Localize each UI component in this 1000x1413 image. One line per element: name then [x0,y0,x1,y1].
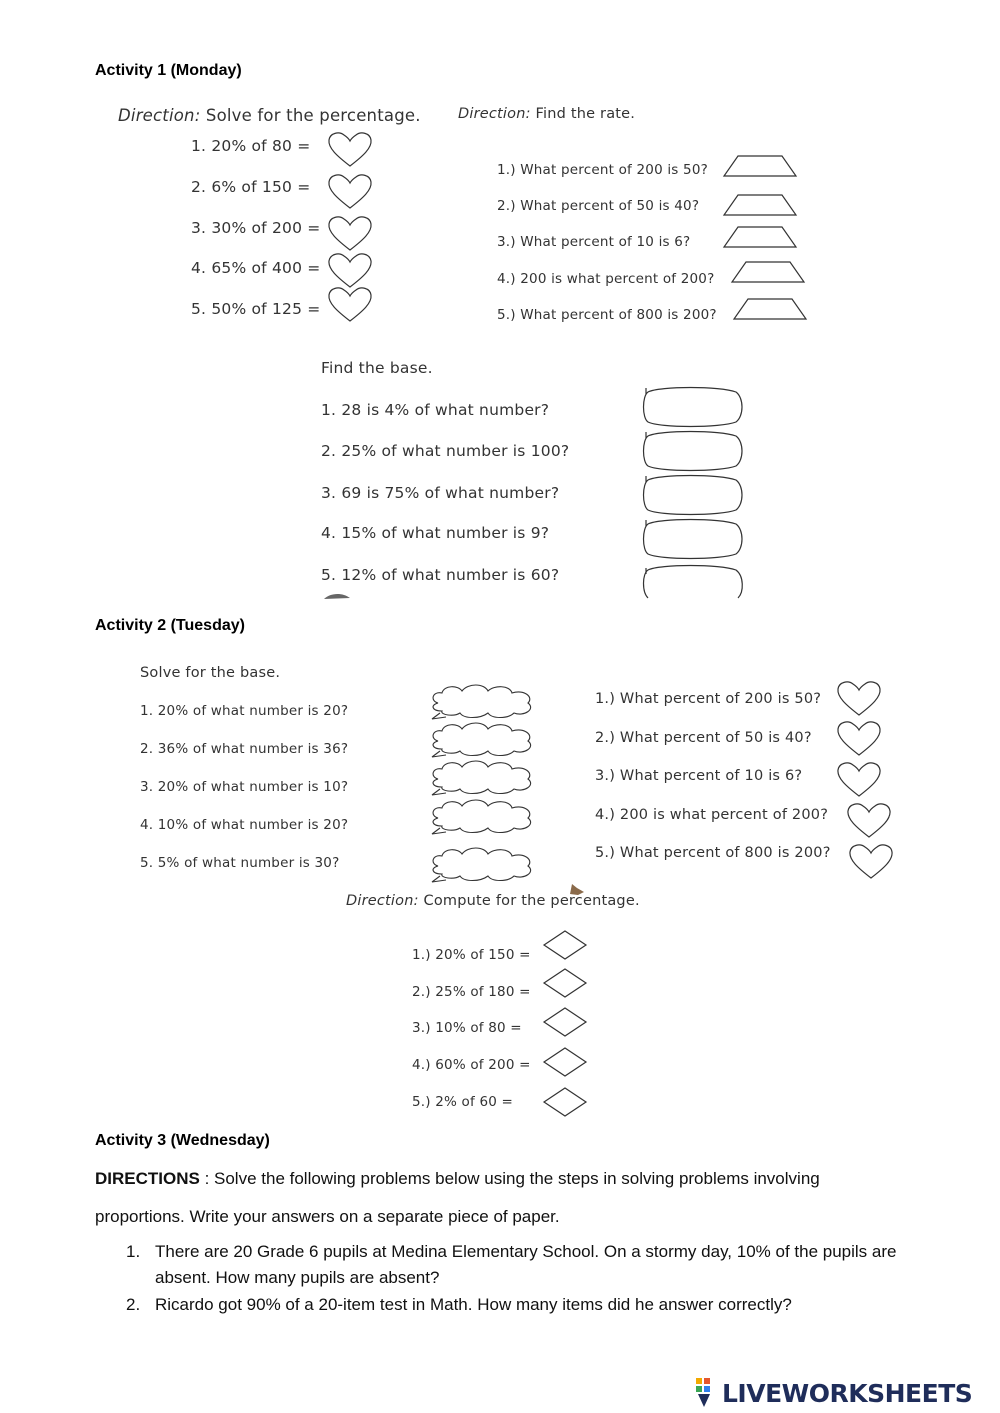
a2-rate-item-5: 5.) What percent of 800 is 200? [595,845,831,861]
trapezoid-answer-box-a1-1[interactable] [722,155,798,177]
a1-base-heading: Find the base. [321,359,433,377]
a1-rate-direction [458,106,635,122]
direction-text: Find the rate. [530,106,636,122]
heart-answer-box-a2-1[interactable] [836,679,882,717]
a1-base-item-2: 2. 25% of what number is 100? [321,442,570,460]
a3-problem-1-line2: absent. How many pupils are absent? [155,1268,440,1287]
diamond-answer-box-a2-2[interactable] [543,968,587,998]
a2-rate-item-1: 1.) What percent of 200 is 50? [595,691,822,707]
a2-base-item-2: 2. 36% of what number is 36? [140,741,349,757]
liveworksheets-logo [696,1375,972,1411]
a3-problem-1-number: 1. [126,1242,141,1261]
cloud-answer-box-a2-5[interactable] [428,846,538,886]
a2-percentage-item-1: 1.) 20% of 150 = [412,947,531,963]
a2-rate-item-3: 3.) What percent of 10 is 6? [595,768,803,784]
trapezoid-answer-box-a1-3[interactable] [722,226,798,248]
a3-problem-1-line1: There are 20 Grade 6 pupils at Medina Elementary School. On a stormy day, 10% of the pupils are [155,1242,897,1261]
a1-rate-item-2: 2.) What percent of 50 is 40? [497,198,700,214]
oval-answer-box-a1-3[interactable] [640,474,744,516]
direction-label: Direction: [118,106,201,125]
cloud-answer-box-a2-1[interactable] [428,683,538,723]
a1-base-item-1: 1. 28 is 4% of what number? [321,401,550,419]
a1-rate-item-5: 5.) What percent of 800 is 200? [497,307,717,323]
liveworksheets-logo-text: LIVEWORKSHEETS [722,1378,973,1408]
a2-percentage-item-4: 4.) 60% of 200 = [412,1057,531,1073]
cloud-answer-box-a2-3[interactable] [428,759,538,799]
direction-label: Direction: [458,106,531,122]
a2-percentage-item-3: 3.) 10% of 80 = [412,1020,522,1036]
heart-answer-box-a2-3[interactable] [836,760,882,798]
directions-label: DIRECTIONS [95,1169,200,1188]
direction-text: Compute for the percentage. [418,893,640,909]
cloud-answer-box-a2-2[interactable] [428,721,538,761]
a1-rate-item-4: 4.) 200 is what percent of 200? [497,271,715,287]
smudge-mark [322,592,352,600]
oval-answer-box-a1-5[interactable] [640,562,744,600]
a1-base-item-5: 5. 12% of what number is 60? [321,566,560,584]
a2-base-item-1: 1. 20% of what number is 20? [140,703,349,719]
liveworksheets-logo-icon [696,1378,718,1408]
a1-percentage-item-3: 3. 30% of 200 = [191,219,321,237]
a3-directions [95,1169,820,1189]
a3-problem-2-number: 2. [126,1295,141,1314]
oval-answer-box-a1-4[interactable] [640,518,744,560]
a1-rate-item-3: 3.) What percent of 10 is 6? [497,234,691,250]
direction-text: Solve for the percentage. [200,106,421,125]
a1-percentage-item-2: 2. 6% of 150 = [191,178,311,196]
heart-answer-box-a2-5[interactable] [848,842,894,880]
heart-answer-box-a1-1[interactable] [327,130,373,168]
a1-base-item-4: 4. 15% of what number is 9? [321,524,550,542]
trapezoid-answer-box-a1-5[interactable] [732,298,808,320]
a2-percentage-item-5: 5.) 2% of 60 = [412,1094,514,1110]
a1-percentage-item-1: 1. 20% of 80 = [191,137,311,155]
trapezoid-answer-box-a1-2[interactable] [722,194,798,216]
a3-problem-2-line1: Ricardo got 90% of a 20-item test in Math. How many items did he answer correctly? [155,1295,792,1314]
heart-answer-box-a2-2[interactable] [836,719,882,757]
a3-directions-line2: proportions. Write your answers on a separate piece of paper. [95,1207,560,1226]
a2-base-item-5: 5. 5% of what number is 30? [140,855,340,871]
direction-label: Direction: [346,893,419,909]
heart-answer-box-a1-5[interactable] [327,285,373,323]
a2-rate-item-2: 2.) What percent of 50 is 40? [595,730,812,746]
oval-answer-box-a1-1[interactable] [640,386,744,428]
a2-rate-item-4: 4.) 200 is what percent of 200? [595,807,829,823]
heart-answer-box-a1-3[interactable] [327,214,373,252]
a1-percentage-item-4: 4. 65% of 400 = [191,259,321,277]
activity2-title: Activity 2 (Tuesday) [95,617,245,634]
diamond-answer-box-a2-3[interactable] [543,1007,587,1037]
a2-base-heading: Solve for the base. [140,665,281,681]
directions-text: : Solve the following problems below using the steps in solving problems involving [199,1169,820,1188]
cloud-answer-box-a2-4[interactable] [428,798,538,838]
a1-rate-item-1: 1.) What percent of 200 is 50? [497,162,708,178]
heart-answer-box-a1-4[interactable] [327,251,373,289]
activity1-title: Activity 1 (Monday) [95,62,242,79]
a2-base-item-4: 4. 10% of what number is 20? [140,817,349,833]
heart-answer-box-a2-4[interactable] [846,801,892,839]
diamond-answer-box-a2-4[interactable] [543,1047,587,1077]
a1-base-item-3: 3. 69 is 75% of what number? [321,484,560,502]
a1-percentage-direction [118,106,421,125]
a2-base-item-3: 3. 20% of what number is 10? [140,779,349,795]
heart-answer-box-a1-2[interactable] [327,172,373,210]
a1-percentage-item-5: 5. 50% of 125 = [191,300,321,318]
a2-percentage-item-2: 2.) 25% of 180 = [412,984,531,1000]
oval-answer-box-a1-2[interactable] [640,430,744,472]
diamond-answer-box-a2-1[interactable] [543,930,587,960]
trapezoid-answer-box-a1-4[interactable] [730,261,806,283]
activity3-title: Activity 3 (Wednesday) [95,1132,270,1149]
diamond-answer-box-a2-5[interactable] [543,1087,587,1117]
a2-percentage-direction [346,893,640,909]
